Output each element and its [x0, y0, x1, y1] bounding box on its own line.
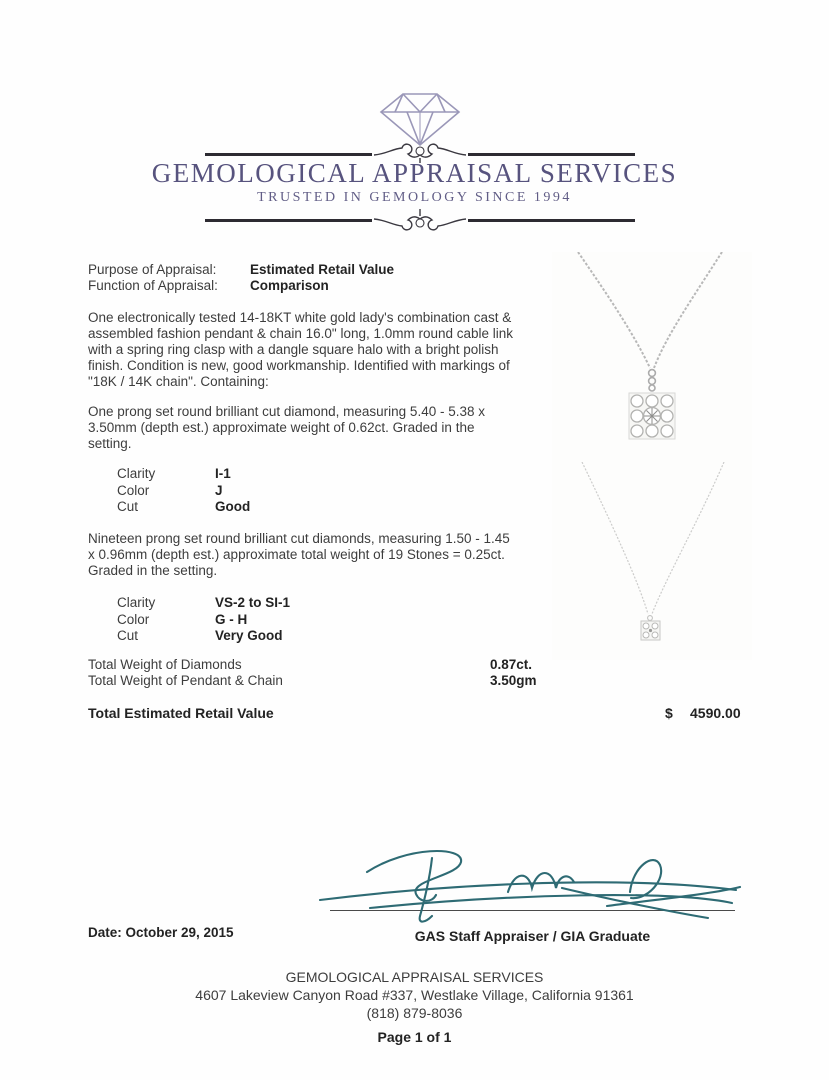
- necklace-chain-graphic: [552, 252, 752, 462]
- grade-value: G - H: [215, 611, 248, 627]
- item-description: One electronically tested 14-18KT white gold lady's combination cast & assembled fashion pendant & chain 16.0" long, 1.0mm round cable link with a spring ring clasp with a dangle square halo with a bright polish finish. Condition is new, good workmanship. Identified with markings of "18K / 14K chain". Containing:: [88, 310, 514, 389]
- header-rule-bottom: [205, 205, 635, 235]
- diamond-logo-icon: [375, 90, 465, 148]
- small-pendant-graphic: [641, 616, 660, 640]
- brand-tagline: TRUSTED IN GEMOLOGY SINCE 1994: [257, 190, 572, 205]
- date-text: [88, 925, 234, 940]
- currency-symbol: $: [665, 705, 673, 721]
- footer-company: GEMOLOGICAL APPRAISAL SERVICES: [285, 969, 544, 985]
- grade-label: Clarity: [117, 466, 156, 481]
- diamond-1-description: One prong set round brilliant cut diamond, measuring 5.40 - 5.38 x 3.50mm (depth est.) approximate weight of 0.62ct. Graded in the setting.: [88, 404, 485, 451]
- scroll-flourish-icon: [372, 205, 468, 235]
- grade-value: VS-2 to SI-1: [215, 595, 291, 610]
- grade-label: Cut: [117, 499, 139, 514]
- date-label: Date: October 29, 2015: [88, 925, 234, 940]
- square-halo-pendant-graphic: [629, 393, 675, 439]
- grade-value: Good: [215, 499, 251, 514]
- footer-address: 4607 Lakeview Canyon Road #337, Westlake Village, California 91361: [195, 987, 634, 1003]
- grade-label: Color: [117, 482, 150, 498]
- footer-phone: (818) 879-8036: [366, 1005, 463, 1021]
- page-indicator-label: Page 1 of 1: [377, 1029, 452, 1045]
- total-pendant-label: Total Weight of Pendant & Chain: [88, 673, 283, 688]
- total-pendant-value: 3.50gm: [490, 673, 537, 688]
- signature-ink: [312, 846, 744, 926]
- grade-table-1: [117, 466, 250, 516]
- total-pendant-row: [88, 673, 688, 690]
- function-value: Comparison: [250, 278, 329, 293]
- grade-row: [117, 466, 250, 483]
- total-diamonds-value: 0.87ct.: [490, 657, 533, 672]
- grade-table-2: [117, 595, 290, 645]
- grade-value: J: [215, 482, 223, 498]
- rule-line: [468, 153, 635, 156]
- grade-label: Cut: [117, 628, 139, 643]
- page-indicator: [0, 1028, 829, 1046]
- appraiser-label: GAS Staff Appraiser / GIA Graduate: [414, 928, 651, 944]
- grade-value: Very Good: [215, 628, 283, 643]
- pendant-closeup-photo: [552, 252, 752, 462]
- purpose-value: Estimated Retail Value: [250, 262, 395, 277]
- necklace-full-photo: [552, 462, 752, 660]
- total-diamonds-label: Total Weight of Diamonds: [88, 657, 242, 672]
- retail-value-label: Total Estimated Retail Value: [88, 705, 274, 721]
- grade-row: [117, 612, 290, 629]
- purpose-row: [88, 262, 394, 278]
- grade-label: Color: [117, 611, 150, 627]
- rule-line: [205, 153, 372, 156]
- grade-value: I-1: [215, 466, 231, 481]
- function-row: [88, 278, 329, 294]
- retail-value-row: [88, 705, 768, 721]
- retail-amount: 4590.00: [690, 705, 741, 721]
- grade-row: [117, 483, 250, 500]
- brand-title: GEMOLOGICAL APPRAISAL SERVICES: [151, 158, 678, 188]
- grade-row: [117, 595, 290, 612]
- grade-row: [117, 628, 290, 645]
- function-label: Function of Appraisal:: [88, 278, 218, 293]
- diamond-2-description: Nineteen prong set round brilliant cut diamonds, measuring 1.50 - 1.45 x 0.96mm (depth est.) approximate total weight of 19 Stones = 0.25ct. Graded in the setting.: [88, 531, 510, 578]
- purpose-label: Purpose of Appraisal:: [88, 262, 217, 277]
- grade-row: [117, 499, 250, 516]
- appraiser-title: [330, 928, 735, 944]
- rule-line: [468, 219, 635, 222]
- rule-line: [205, 219, 372, 222]
- grade-label: Clarity: [117, 595, 156, 610]
- necklace-chain-graphic: [552, 462, 752, 660]
